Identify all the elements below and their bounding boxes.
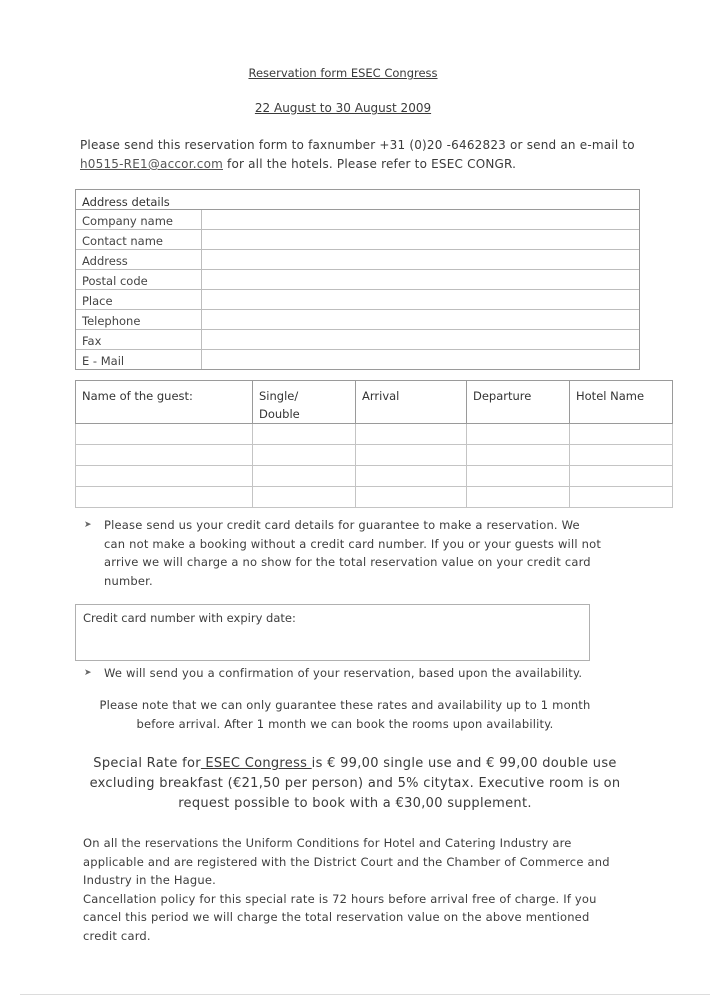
conditions-block	[83, 834, 623, 945]
guest-table-header	[76, 381, 673, 424]
contact-name-label: Contact name	[76, 230, 202, 249]
hotel-name-cell[interactable]	[570, 424, 673, 445]
bottom-rule	[20, 994, 710, 995]
email-link[interactable]: h0515-RE1@accor.com	[80, 157, 223, 171]
fax-label: Fax	[76, 330, 202, 349]
address-row-email	[76, 350, 639, 369]
guest-table	[75, 380, 673, 508]
departure-cell[interactable]	[467, 445, 570, 466]
credit-card-box[interactable]	[75, 604, 590, 661]
guest-name-cell[interactable]	[76, 445, 253, 466]
intro-paragraph	[80, 136, 640, 174]
credit-card-note: Please send us your credit card details for guarantee to make a reservation. We can not make a booking without a credit card number. If you or your guests will not arrive we will charge a no show for the total reservation value on your credit card number.	[104, 518, 602, 588]
address-details-table	[75, 189, 640, 370]
email-label: E - Mail	[76, 350, 202, 369]
hotel-name-cell[interactable]	[570, 466, 673, 487]
arrival-cell[interactable]	[356, 445, 467, 466]
guest-name-header: Name of the guest:	[76, 381, 253, 424]
table-row	[76, 445, 673, 466]
hotel-name-cell[interactable]	[570, 487, 673, 508]
table-row	[76, 466, 673, 487]
room-type-line1: Single/	[259, 389, 299, 403]
company-name-field[interactable]	[202, 210, 639, 229]
guarantee-note: Please note that we can only guarantee these rates and availability up to 1 month before arrival. After 1 month we can book the rooms upon availability.	[99, 698, 591, 731]
address-row-fax	[76, 330, 639, 350]
intro-part1: Please send this reservation form to faxnumber +31 (0)20 -6462823 or send an e-mail to	[80, 138, 635, 152]
form-dates	[0, 101, 686, 115]
rate-prefix: Special Rate for	[93, 756, 201, 771]
telephone-label: Telephone	[76, 310, 202, 329]
hotel-name-header: Hotel Name	[570, 381, 673, 424]
arrival-cell[interactable]	[356, 487, 467, 508]
room-type-cell[interactable]	[253, 445, 356, 466]
postal-code-field[interactable]	[202, 270, 639, 289]
special-rate-paragraph	[80, 754, 630, 814]
departure-cell[interactable]	[467, 466, 570, 487]
dates-text: 22 August to 30 August 2009	[254, 101, 432, 115]
conditions-text: On all the reservations the Uniform Conditions for Hotel and Catering Industry are applicable and are registered with the District Court and the Chamber of Commerce and Industry in the Hague.	[83, 836, 610, 887]
table-row	[76, 487, 673, 508]
intro-part2: for all the hotels. Please refer to ESEC CONGR.	[223, 157, 517, 171]
room-type-header	[253, 381, 356, 424]
address-heading: Address details	[76, 190, 639, 210]
place-label: Place	[76, 290, 202, 309]
address-row-postal	[76, 270, 639, 290]
telephone-field[interactable]	[202, 310, 639, 329]
contact-name-field[interactable]	[202, 230, 639, 249]
arrowhead-bullet-icon: ➤	[84, 520, 92, 530]
arrival-cell[interactable]	[356, 424, 467, 445]
departure-header: Departure	[467, 381, 570, 424]
arrowhead-bullet-icon: ➤	[84, 668, 92, 678]
room-type-cell[interactable]	[253, 424, 356, 445]
postal-code-label: Postal code	[76, 270, 202, 289]
form-title	[0, 66, 686, 80]
rate-event: ESEC Congress	[200, 756, 312, 771]
address-row-telephone	[76, 310, 639, 330]
address-label: Address	[76, 250, 202, 269]
company-name-label: Company name	[76, 210, 202, 229]
place-field[interactable]	[202, 290, 639, 309]
arrival-header: Arrival	[356, 381, 467, 424]
guest-name-cell[interactable]	[76, 466, 253, 487]
address-row-address	[76, 250, 639, 270]
room-type-cell[interactable]	[253, 487, 356, 508]
table-row	[76, 424, 673, 445]
address-field[interactable]	[202, 250, 639, 269]
fax-field[interactable]	[202, 330, 639, 349]
email-field[interactable]	[202, 350, 639, 369]
guest-name-cell[interactable]	[76, 487, 253, 508]
credit-card-label: Credit card number with expiry date:	[83, 611, 296, 625]
cancellation-text: Cancellation policy for this special rate is 72 hours before arrival free of charge. If you cancel this period we will charge the total reservation value on the above mentioned credit card.	[83, 891, 597, 943]
title-text: Reservation form ESEC Congress	[248, 66, 438, 80]
address-row-company	[76, 210, 639, 230]
rate-suffix: is € 99,00 single use and € 99,00 double use excluding breakfast (€21,50 per person) and 5% citytax. Executive room is on request possible to book with a €30,00 supplement.	[89, 756, 621, 811]
hotel-name-cell[interactable]	[570, 445, 673, 466]
confirmation-note: We will send you a confirmation of your reservation, based upon the availability.	[104, 666, 583, 680]
room-type-cell[interactable]	[253, 466, 356, 487]
address-row-place	[76, 290, 639, 310]
arrival-cell[interactable]	[356, 466, 467, 487]
address-row-contact	[76, 230, 639, 250]
departure-cell[interactable]	[467, 487, 570, 508]
room-type-line2: Double	[259, 407, 300, 421]
departure-cell[interactable]	[467, 424, 570, 445]
guest-name-cell[interactable]	[76, 424, 253, 445]
